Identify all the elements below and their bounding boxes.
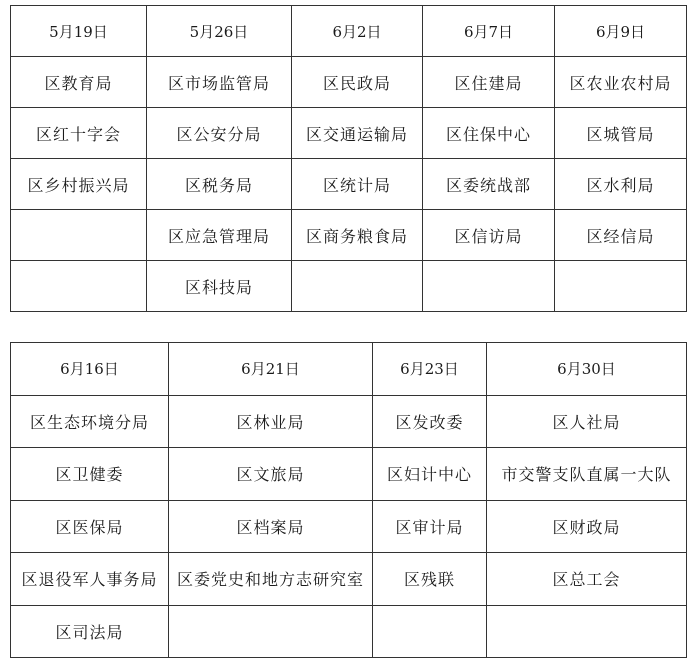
department-cell: 区教育局 bbox=[11, 57, 147, 108]
table-row bbox=[11, 210, 687, 261]
department-cell: 区城管局 bbox=[555, 108, 687, 159]
schedule-table-1 bbox=[10, 5, 687, 312]
department-cell: 市交警支队直属一大队 bbox=[487, 448, 687, 501]
department-cell bbox=[423, 261, 555, 312]
department-cell: 区委党史和地方志研究室 bbox=[169, 553, 373, 606]
department-cell bbox=[373, 605, 487, 658]
department-cell: 区林业局 bbox=[169, 395, 373, 448]
table-row bbox=[11, 448, 687, 501]
department-cell: 区档案局 bbox=[169, 500, 373, 553]
department-cell: 区生态环境分局 bbox=[11, 395, 169, 448]
date-header: 6月9日 bbox=[555, 6, 687, 57]
department-cell: 区委统战部 bbox=[423, 159, 555, 210]
department-cell: 区发改委 bbox=[373, 395, 487, 448]
department-cell bbox=[292, 261, 423, 312]
department-cell bbox=[555, 261, 687, 312]
department-cell: 区信访局 bbox=[423, 210, 555, 261]
department-cell: 区文旅局 bbox=[169, 448, 373, 501]
date-header: 5月19日 bbox=[11, 6, 147, 57]
date-header: 6月30日 bbox=[487, 343, 687, 396]
table-row bbox=[11, 553, 687, 606]
table-row bbox=[11, 395, 687, 448]
department-cell: 区商务粮食局 bbox=[292, 210, 423, 261]
department-cell: 区妇计中心 bbox=[373, 448, 487, 501]
department-cell: 区总工会 bbox=[487, 553, 687, 606]
department-cell: 区应急管理局 bbox=[147, 210, 292, 261]
department-cell: 区税务局 bbox=[147, 159, 292, 210]
table-row bbox=[11, 500, 687, 553]
department-cell: 区经信局 bbox=[555, 210, 687, 261]
department-cell: 区医保局 bbox=[11, 500, 169, 553]
date-header: 6月21日 bbox=[169, 343, 373, 396]
department-cell: 区统计局 bbox=[292, 159, 423, 210]
department-cell: 区科技局 bbox=[147, 261, 292, 312]
department-cell: 区交通运输局 bbox=[292, 108, 423, 159]
date-header: 6月7日 bbox=[423, 6, 555, 57]
department-cell: 区公安分局 bbox=[147, 108, 292, 159]
department-cell: 区农业农村局 bbox=[555, 57, 687, 108]
department-cell: 区市场监管局 bbox=[147, 57, 292, 108]
department-cell: 区民政局 bbox=[292, 57, 423, 108]
department-cell bbox=[487, 605, 687, 658]
department-cell: 区退役军人事务局 bbox=[11, 553, 169, 606]
department-cell: 区卫健委 bbox=[11, 448, 169, 501]
table-row bbox=[11, 261, 687, 312]
department-cell: 区残联 bbox=[373, 553, 487, 606]
department-cell bbox=[169, 605, 373, 658]
department-cell: 区司法局 bbox=[11, 605, 169, 658]
table-row bbox=[11, 57, 687, 108]
department-cell: 区住保中心 bbox=[423, 108, 555, 159]
header-row bbox=[11, 343, 687, 396]
table-row bbox=[11, 159, 687, 210]
table-row bbox=[11, 605, 687, 658]
department-cell: 区财政局 bbox=[487, 500, 687, 553]
department-cell: 区审计局 bbox=[373, 500, 487, 553]
table-row bbox=[11, 108, 687, 159]
department-cell bbox=[11, 210, 147, 261]
date-header: 5月26日 bbox=[147, 6, 292, 57]
date-header: 6月23日 bbox=[373, 343, 487, 396]
date-header: 6月16日 bbox=[11, 343, 169, 396]
date-header: 6月2日 bbox=[292, 6, 423, 57]
department-cell: 区水利局 bbox=[555, 159, 687, 210]
department-cell: 区住建局 bbox=[423, 57, 555, 108]
department-cell bbox=[11, 261, 147, 312]
department-cell: 区人社局 bbox=[487, 395, 687, 448]
department-cell: 区乡村振兴局 bbox=[11, 159, 147, 210]
header-row bbox=[11, 6, 687, 57]
department-cell: 区红十字会 bbox=[11, 108, 147, 159]
schedule-table-2 bbox=[10, 342, 687, 658]
